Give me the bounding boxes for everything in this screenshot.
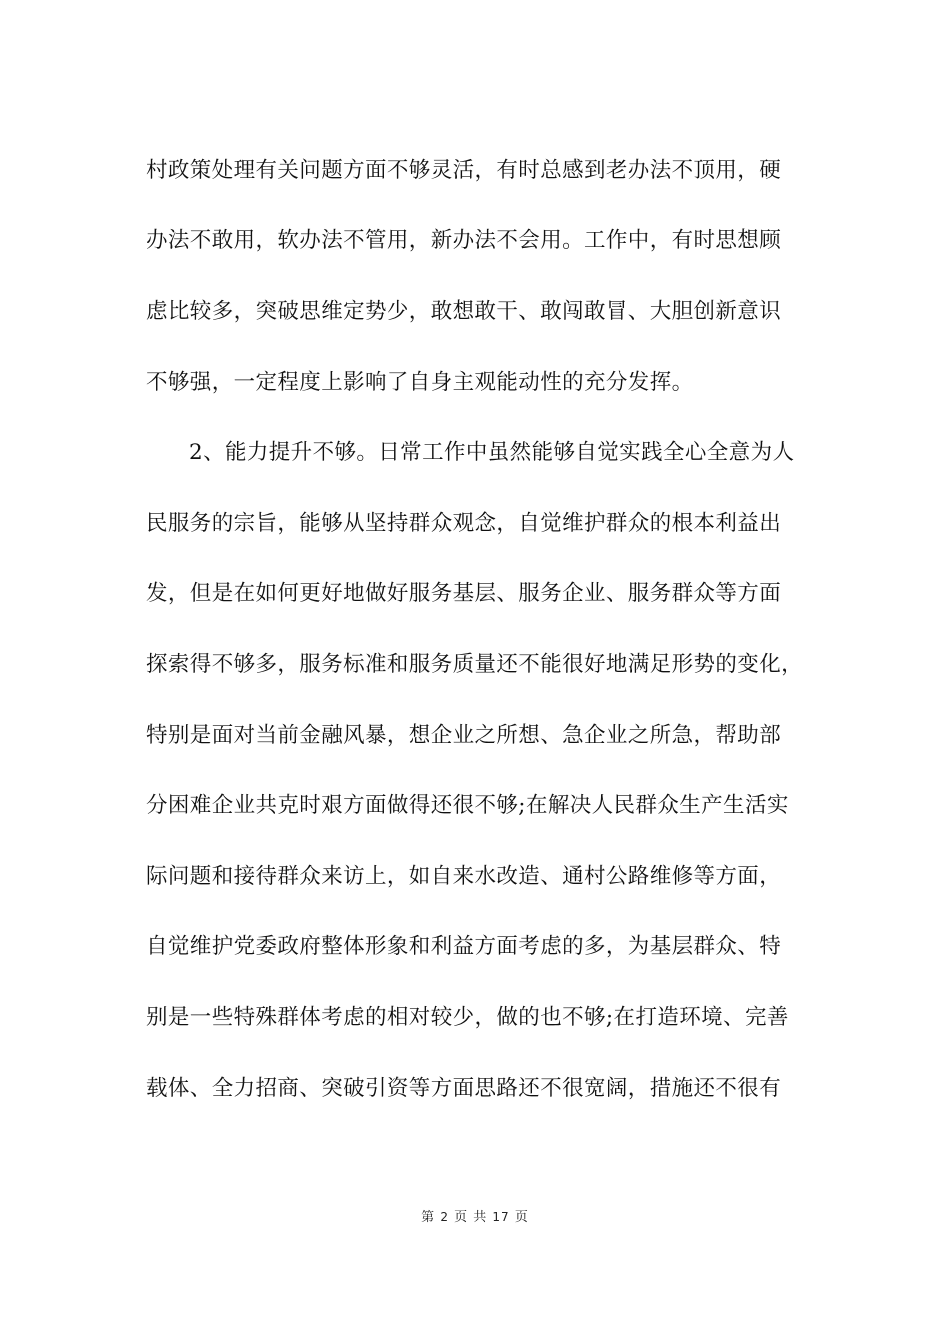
footer-middle: 页 共 [454,1210,488,1225]
text-line: 办法不敢用，软办法不管用，新办法不会用。工作中，有时思想顾 [146,228,782,254]
footer-prefix: 第 [421,1210,436,1225]
footer-suffix: 页 [514,1210,529,1225]
text-line: 民服务的宗旨，能够从坚持群众观念，自觉维护群众的根本利益出 [146,510,782,536]
text-line: 不够强，一定程度上影响了自身主观能动性的充分发挥。 [146,369,694,395]
text-line: 虑比较多，突破思维定势少，敢想敢干、敢闯敢冒、大胆创新意识 [146,298,782,324]
text-line: 村政策处理有关问题方面不够灵活，有时总感到老办法不顶用，硬 [146,157,782,183]
page-footer [0,1206,950,1225]
text-line: 分困难企业共克时艰方面做得还很不够;在解决人民群众生产生活实 [146,793,789,819]
body-text [146,133,826,1121]
total-pages-number: 17 [492,1210,510,1224]
text-line: 别是一些特殊群体考虑的相对较少，做的也不够;在打造环境、完善 [146,1004,789,1030]
text-line: 探索得不够多，服务标准和服务质量还不能很好地满足形势的变化， [146,651,804,677]
text-line: 际问题和接待群众来访上，如自来水改造、通村公路维修等方面， [146,863,782,889]
current-page-number: 2 [440,1210,449,1224]
text-line: 载体、全力招商、突破引资等方面思路还不很宽阔，措施还不很有 [146,1075,782,1101]
text-line: 发，但是在如何更好地做好服务基层、服务企业、服务群众等方面 [146,581,782,607]
text-line: 自觉维护党委政府整体形象和利益方面考虑的多，为基层群众、特 [146,934,782,960]
text-line: 特别是面对当前金融风暴，想企业之所想、急企业之所急，帮助部 [146,722,782,748]
text-line-paragraph-start: 2、能力提升不够。日常工作中虽然能够自觉实践全心全意为人 [189,440,795,466]
